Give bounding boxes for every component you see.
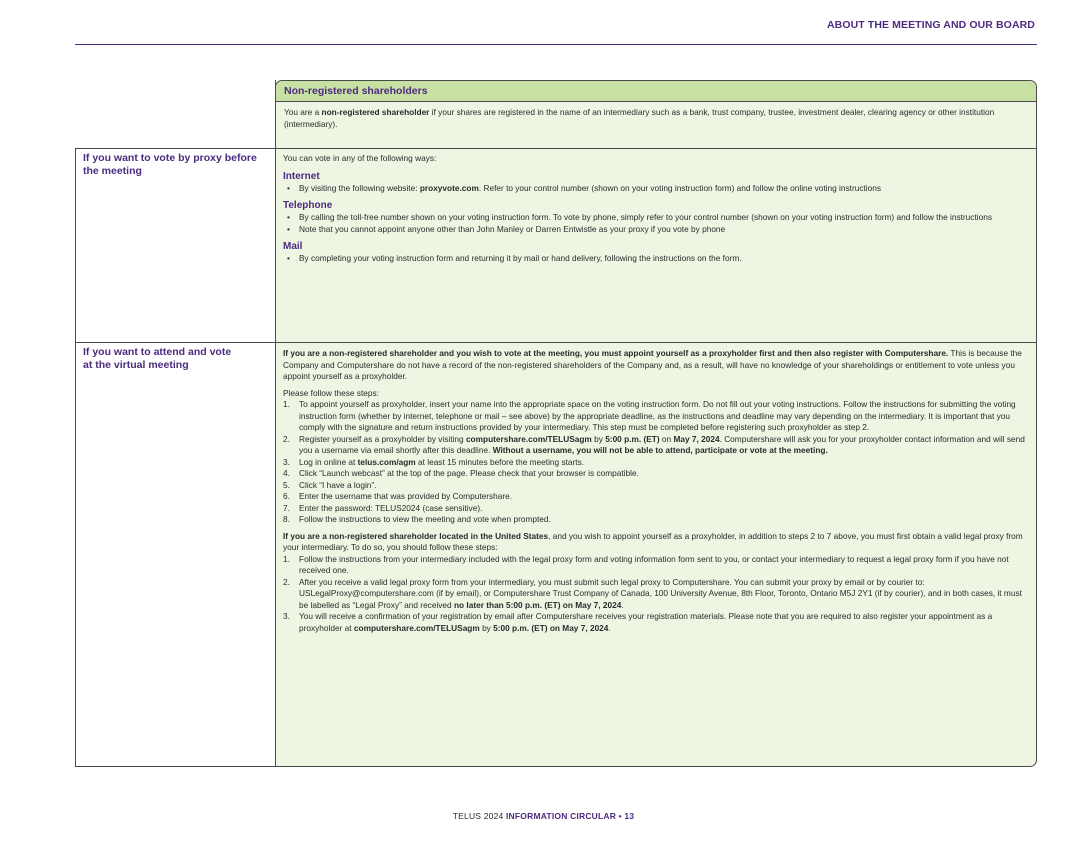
page-footer: TELUS 2024 INFORMATION CIRCULAR • 13 [452, 811, 635, 821]
internet-heading: Internet [283, 170, 320, 182]
list-item: 2. Register yourself as a proxyholder by visiting computershare.com/TELUSagm by 5:00 p.m. (ET) on May 7, 2024. Computershare will ask you for your proxyholder contact information and will send you a username via email shortly after this deadline. Without a username, you will not be able to attend, participate or vote at the meeting. [283, 433, 1025, 455]
list-item: 8. Follow the instructions to view the meeting and vote when prompted. [283, 514, 551, 524]
proxy-cell: You can vote in any of the following ways: Internet • By visiting the following website: proxyvote.com. Refer to your control number (shown on your voting instruction form) and follow the online voting instructions Telephone • By calling the toll-free number shown on your voting instruction form. To vote by phone, simply refer to your control number (shown on your voting instruction form) and follow the instructions • Note that you cannot appoint anyone other than John Manley or Darren Entwistle as your proxy if you vote by phone Mail • By completing your voting instruction form and returning it by mail or hand delivery, following the instructions on the form. [283, 153, 1029, 265]
panel-title: Non-registered shareholders [276, 81, 1036, 102]
list-item: 7. Enter the password: TELUS2024 (case sensitive). [283, 502, 483, 513]
list-item: 6. Enter the username that was provided by Computershare. [283, 491, 513, 501]
section-header: ABOUT THE MEETING AND OUR BOARD [826, 19, 1035, 31]
left-border [75, 148, 76, 767]
list-item: • By calling the toll-free number shown on your voting instruction form. To vote by phone, simply refer to your control number (shown on your voting instruction form) and follow the instructions [283, 212, 1029, 224]
panel-intro: You are a non-registered shareholder if your shares are registered in the name of an intermediary such as a bank, trust company, trustee, investment dealer, clearing agency or other institution (intermediary). [284, 107, 995, 129]
list-item: • By completing your voting instruction form and returning it by mail or hand delivery, following the instructions on the form. [283, 253, 1029, 265]
attend-label: If you want to attend and vote at the virtual meeting [83, 346, 232, 371]
list-item: • Note that you cannot appoint anyone other than John Manley or Darren Entwistle as your proxy if you vote by phone [283, 224, 1029, 236]
attend-cell: If you are a non-registered shareholder and you wish to vote at the meeting, you must appoint yourself as a proxyholder first and then also register with Computershare. This is because the Company and Computershare do not have a record of the non-registered shareholders of the Company and, as a result, will have no knowledge of your shareholdings or entitlement to vote unless you appoint yourself as a proxyholder. Please follow these steps: 1. To appoint yourself as proxyholder, insert your name into the appropriate space on the voting instruction form. Do not fill out your voting instructions. Follow the instructions for submitting the voting instruction form (whether by internet, telephone or mail – see above) by the appropriate deadline, as the instructions and deadline may vary depending on the intermediary. It is important that you comply with the signature and return instructions provided by your intermediary. This step must be completed before registering such proxyholder as step 2. 2. Register yourself as a proxyholder by visiting computershare.com/TELUSagm by 5:00 p.m. (ET) on May 7, 2024. Computershare will ask you for your proxyholder contact information and will send you a username via email shortly after this deadline. Without a username, you will not be able to attend, participate or vote at the meeting. 3. Log in online at telus.com/agm at least 15 minutes before the meeting starts. 4. Click “Launch webcast” at the top of the page. Please check that your browser is compatible. 5. Click “I have a login”. 6. Enter the username that was provided by Computershare. 7. Enter the password: TELUS2024 (case sensitive). 8. Follow the instructions to view the meeting and vote when prompted. If you are a non-registered shareholder located in the United States, and you wish to appoint yourself as a proxyholder, in addition to steps 2 to 7 above, you must first obtain a valid legal proxy from your intermediary. To do so, you should follow these steps: 1. Follow the instructions from your intermediary included with the legal proxy form and voting information form sent to you, or contact your intermediary to request a legal proxy form if you have not received one. 2. After you receive a valid legal proxy form from your intermediary, you must submit such legal proxy to Computershare. You can submit your proxy by email or by courier to: USLegalProxy@computershare.com (if by email), or Computershare Trust Company of Canada, 100 University Avenue, 8th Floor, Toronto, Ontario M5J 2Y1 (if by courier), and in both cases, it must be labelled as “Legal Proxy” and received no later than 5:00 p.m. (ET) on May 7, 2024. 3. You will receive a confirmation of your registration by email after Computershare receives your registration materials. Please note that you are required to also register your appointment as a proxyholder at computershare.com/TELUSagm by 5:00 p.m. (ET) on May 7, 2024. [283, 348, 1029, 634]
proxy-label: If you want to vote by proxy before the meeting [83, 152, 257, 177]
list-item: 1. To appoint yourself as proxyholder, insert your name into the appropriate space on the voting instruction form. Do not fill out your voting instructions. Follow the instructions for submitting the voting instruction form (whether by internet, telephone or mail – see above) by the appropriate deadline, as the instructions and deadline may vary depending on the intermediary. It is important that you comply with the signature and return instructions provided by your intermediary. This step must be completed before registering such proxyholder as step 2. [283, 399, 1016, 432]
list-item: 5. Click “I have a login”. [283, 479, 377, 490]
list-item: • By visiting the following website: proxyvote.com. Refer to your control number (shown on your voting instruction form) and follow the online voting instructions [283, 183, 1029, 195]
mail-heading: Mail [283, 241, 303, 252]
list-item: 4. Click “Launch webcast” at the top of the page. Please check that your browser is compatible. [283, 468, 639, 478]
list-item: 1. Follow the instructions from your intermediary included with the legal proxy form and voting information form sent to you, or contact your intermediary to request a legal proxy form if you have not received one. [283, 553, 1009, 575]
row-divider-2 [75, 342, 1037, 343]
bottom-left-rule [75, 766, 276, 767]
list-item: 3. Log in online at telus.com/agm at least 15 minutes before the meeting starts. [283, 456, 585, 467]
column-divider [275, 80, 276, 767]
list-item: 2. After you receive a valid legal proxy form from your intermediary, you must submit such legal proxy to Computershare. You can submit your proxy by email or by courier to: USLegalProxy@computershare.com (if by email), or Computershare Trust Company of Canada, 100 University Avenue, 8th Floor, Toronto, Ontario M5J 2Y1 (if by courier), and in both cases, it must be labelled as “Legal Proxy” and received no later than 5:00 p.m. (ET) on May 7, 2024. [283, 576, 1022, 610]
header-rule [75, 44, 1037, 45]
row-divider-1 [75, 148, 1037, 149]
list-item: 3. You will receive a confirmation of your registration by email after Computershare receives your registration materials. Please note that you are required to also register your appointment as a proxyholder at computershare.com/TELUSagm by 5:00 p.m. (ET) on May 7, 2024. [283, 611, 993, 633]
info-table [75, 80, 1037, 767]
telephone-heading: Telephone [283, 200, 333, 211]
